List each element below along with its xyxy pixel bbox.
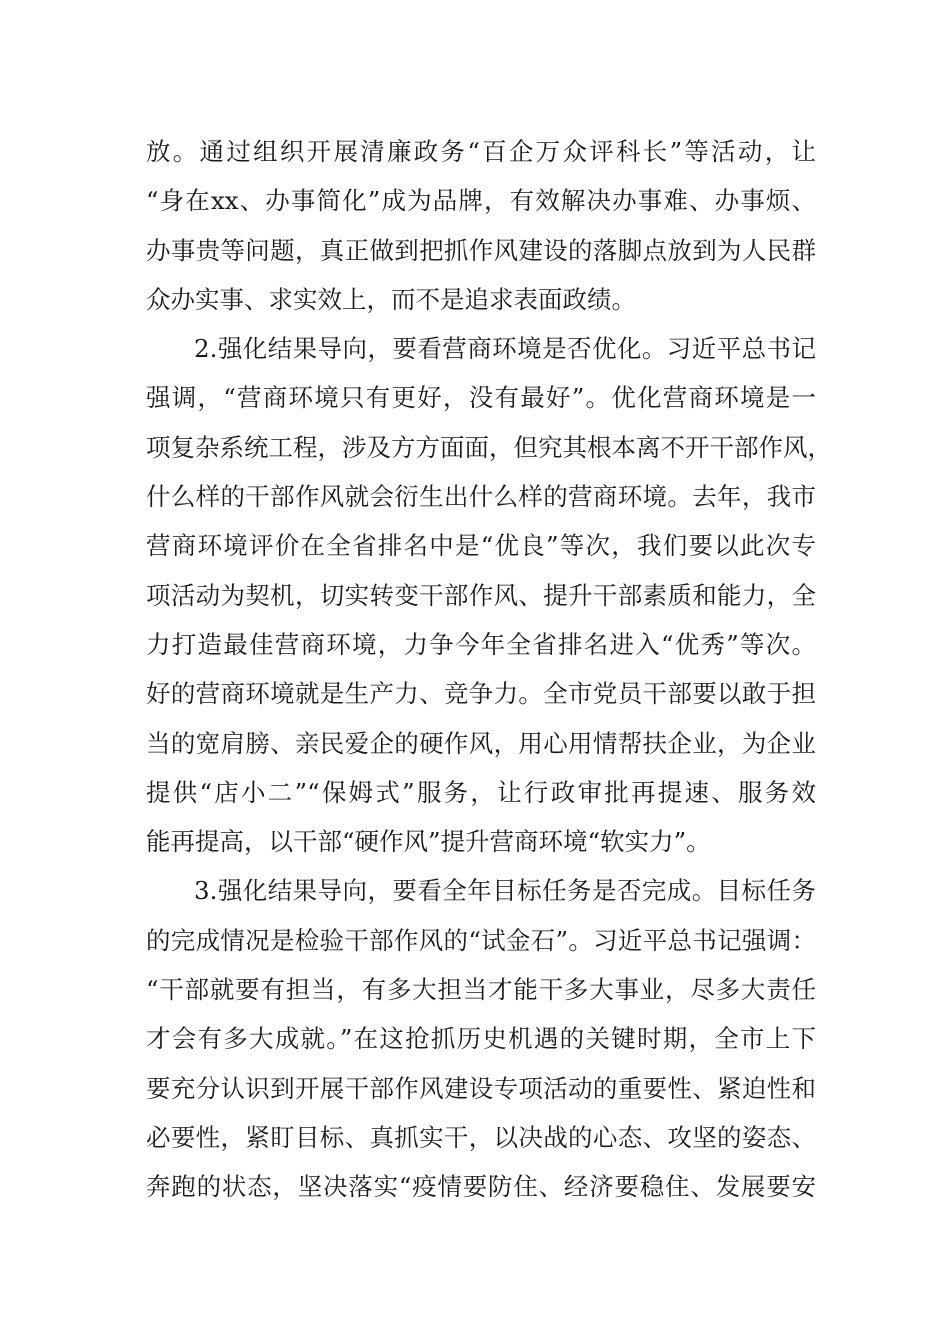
text-line: 要充分认识到开展干部作风建设专项活动的重要性、紧迫性和 [146,1073,816,1103]
text-line: 营商环境评价在全省排名中是“优良”等次，我们要以此次专 [146,531,816,561]
text-line: 当的宽肩膀、亲民爱企的硬作风，用心用情帮扶企业，为企业 [146,728,816,758]
text-line: 才会有多大成就。”在这抢抓历史机遇的关键时期，全市上下 [146,1024,816,1054]
text-line: 的完成情况是检验干部作风的“试金石”。习近平总书记强调： [146,925,816,955]
text-line: 放。通过组织开展清廉政务“百企万众评科长”等活动，让 [146,137,816,166]
text-line: 项活动为契机，切实转变干部作风、提升干部素质和能力，全 [146,580,816,610]
text-line: “身在xx、办事简化”成为品牌，有效解决办事难、办事烦、 [146,186,816,216]
text-line: 奔跑的状态，坚决落实“疫情要防住、经济要稳住、发展要安 [146,1172,816,1202]
body-text [146,127,832,1212]
text-line: 必要性，紧盯目标、真抓实干，以决战的心态、攻坚的姿态、 [146,1122,816,1152]
text-line: 众办实事、求实效上，而不是追求表面政绩。 [146,284,636,314]
text-line: 办事贵等问题，真正做到把抓作风建设的落脚点放到为人民群 [146,235,816,265]
text-line: 好的营商环境就是生产力、竞争力。全市党员干部要以敢于担 [146,679,816,709]
text-line: 3.强化结果导向，要看全年目标任务是否完成。目标任务 [194,876,816,906]
text-line: “干部就要有担当，有多大担当才能干多大事业，尽多大责任 [146,975,816,1005]
text-line: 什么样的干部作风就会衍生出什么样的营商环境。去年，我市 [146,482,816,512]
text-line: 项复杂系统工程，涉及方方面面，但究其根本离不开干部作风， [146,432,832,462]
text-line: 提供“店小二”“保姆式”服务，让行政审批再提速、服务效 [146,777,816,807]
text-line: 力打造最佳营商环境，力争今年全省排名进入“优秀”等次。 [146,629,816,659]
text-line: 强调，“营商环境只有更好，没有最好”。优化营商环境是一 [146,383,816,413]
text-line: 能再提高，以干部“硬作风”提升营商环境“软实力”。 [146,827,711,857]
text-line: 2.强化结果导向，要看营商环境是否优化。习近平总书记 [194,334,816,364]
